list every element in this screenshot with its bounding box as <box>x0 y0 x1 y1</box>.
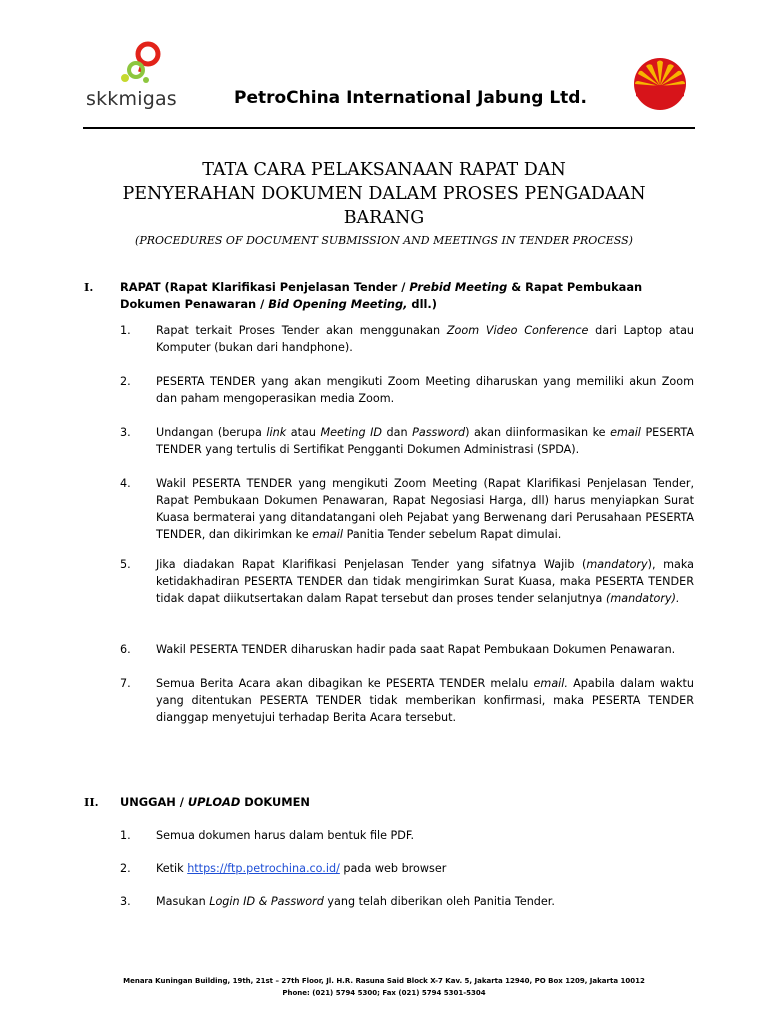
section-1-title-part: dll.) <box>407 297 437 311</box>
section-2-title-part: UNGGAH / <box>120 795 188 809</box>
list-item-number: 1. <box>120 829 131 842</box>
list-item-text <box>156 827 694 844</box>
section-2-title-italic: UPLOAD <box>187 795 241 809</box>
list-item-text <box>156 424 694 458</box>
skkmigas-logo <box>86 40 206 112</box>
section-1-title-italic: Prebid Meeting <box>409 280 508 294</box>
text-run-italic: Zoom Video Conference <box>446 324 589 337</box>
list-item-text <box>156 641 694 658</box>
title-line-1: TATA CARA PELAKSANAAN RAPAT DAN <box>202 160 566 180</box>
text-run: Undangan (berupa <box>156 426 267 439</box>
list-item-text <box>156 556 694 607</box>
text-run: yang telah diberikan oleh Panitia Tender. <box>323 895 555 908</box>
list-item-number: 4. <box>120 477 131 490</box>
text-run: ), maka ketidakhadiran PESERTA TENDER dan tidak mengirimkan Surat Kuasa, maka PESERTA TENDER tidak dapat diikutsertakan dalam Rapat tersebut dan proses tender selanjutnya <box>156 558 695 605</box>
section-2-title-part: DOKUMEN <box>240 795 310 809</box>
list-item-number: 6. <box>120 643 131 656</box>
text-run: Ketik <box>156 862 188 875</box>
text-run: PESERTA TENDER yang akan mengikuti Zoom Meeting diharuskan yang memiliki akun Zoom dan paham mengoperasikan media Zoom. <box>156 375 694 405</box>
list-item-number: 2. <box>120 862 131 875</box>
text-run: Apabila dalam waktu yang ditentukan PESERTA TENDER tidak memberikan konfirmasi, maka PESERTA TENDER dianggap menyetujui terhadap Berita Acara tersebut. <box>156 677 694 724</box>
text-run: dan <box>382 426 413 439</box>
title-line-3: BARANG <box>343 208 425 228</box>
list-item-number: 5. <box>120 558 131 571</box>
text-run-italic: Login ID & Password <box>209 895 324 908</box>
section-1-number: I. <box>84 280 94 294</box>
section-1-title-italic: Bid Opening Meeting, <box>268 297 408 311</box>
text-run-italic: email <box>312 528 344 541</box>
text-run: Semua Berita Acara akan dibagikan ke PESERTA TENDER melalu <box>156 677 534 690</box>
list-item-text <box>156 893 694 910</box>
text-run: Panitia Tender sebelum Rapat dimulai. <box>343 528 562 541</box>
footer-address: Menara Kuningan Building, 19th, 21st – 27th Floor, Jl. H.R. Rasuna Said Block X-7 Kav. 5, Jakarta 12940, PO Box 1209, Jakarta 10012 <box>123 977 645 985</box>
title-line-2: PENYERAHAN DOKUMEN DALAM PROSES PENGADAAN <box>122 184 646 204</box>
text-run: Wakil PESERTA TENDER diharuskan hadir pada saat Rapat Pembukaan Dokumen Penawaran. <box>156 643 676 656</box>
page-footer <box>84 975 684 999</box>
text-run: Jika diadakan Rapat Klarifikasi Penjelasan Tender yang sifatnya Wajib ( <box>156 558 587 571</box>
text-run: ) akan diinformasikan ke <box>465 426 611 439</box>
text-run: Wakil PESERTA TENDER yang mengikuti Zoom Meeting (Rapat Klarifikasi Penjelasan Tender, Rapat Pembukaan Dokumen Penawaran, Rapat Negosiasi Harga, dll) harus menyiapkan Surat Kuasa bermaterai yang ditandatangani oleh Pejabat yang Berwenang dari Perusahaan PESERTA TENDER, dan dikirimkan ke <box>156 477 694 541</box>
header-divider <box>83 127 695 129</box>
skkmigas-emblem-icon <box>116 40 168 92</box>
text-run-italic: email. <box>533 677 568 690</box>
text-run: dari Laptop atau Komputer (bukan dari handphone). <box>156 324 695 354</box>
text-run: atau <box>286 426 321 439</box>
list-item-number: 2. <box>120 375 131 388</box>
text-run-italic: Meeting ID <box>320 426 382 439</box>
text-run-italic: mandatory <box>586 558 648 571</box>
petrochina-logo <box>632 56 688 116</box>
section-2-number: II. <box>84 795 99 809</box>
list-item-text <box>156 373 694 407</box>
section-1-title-part: Dokumen Penawaran / <box>120 297 269 311</box>
text-run: PESERTA TENDER yang tertulis di Sertifikat Pengganti Dokumen Administrasi (SPDA). <box>156 426 695 456</box>
text-run: pada web browser <box>339 862 447 875</box>
skkmigas-wordmark: skkmigas <box>86 88 177 110</box>
text-run-italic: link <box>266 426 287 439</box>
section-1-title <box>120 279 700 313</box>
footer-phone: Phone: (021) 5794 5300; Fax (021) 5794 5301-5304 <box>282 989 486 997</box>
ftp-link[interactable]: https://ftp.petrochina.co.id/ <box>187 862 340 875</box>
list-item-number: 3. <box>120 426 131 439</box>
text-run: Semua dokumen harus dalam bentuk file PDF. <box>156 829 415 842</box>
list-item-number: 3. <box>120 895 131 908</box>
list-item-text <box>156 322 694 356</box>
company-name: PetroChina International Jabung Ltd. <box>234 88 587 108</box>
text-run: Rapat terkait Proses Tender akan menggunakan <box>156 324 447 337</box>
list-item-number: 7. <box>120 677 131 690</box>
list-item-number: 1. <box>120 324 131 337</box>
petrochina-emblem-icon <box>632 56 688 112</box>
list-item-text <box>156 675 694 726</box>
text-run-italic: email <box>610 426 641 439</box>
document-title <box>84 158 684 230</box>
list-item-text <box>156 475 694 543</box>
list-item-text <box>156 860 694 877</box>
text-run: Masukan <box>156 895 210 908</box>
section-2-title <box>120 794 700 811</box>
text-run-italic: Password <box>412 426 466 439</box>
text-run-italic: (mandatory). <box>605 592 680 605</box>
section-1-title-part: & Rapat Pembukaan <box>507 280 643 294</box>
document-subtitle: (PROCEDURES OF DOCUMENT SUBMISSION AND MEETINGS IN TENDER PROCESS) <box>135 234 633 247</box>
section-1-title-part: RAPAT (Rapat Klarifikasi Penjelasan Tender / <box>120 280 410 294</box>
